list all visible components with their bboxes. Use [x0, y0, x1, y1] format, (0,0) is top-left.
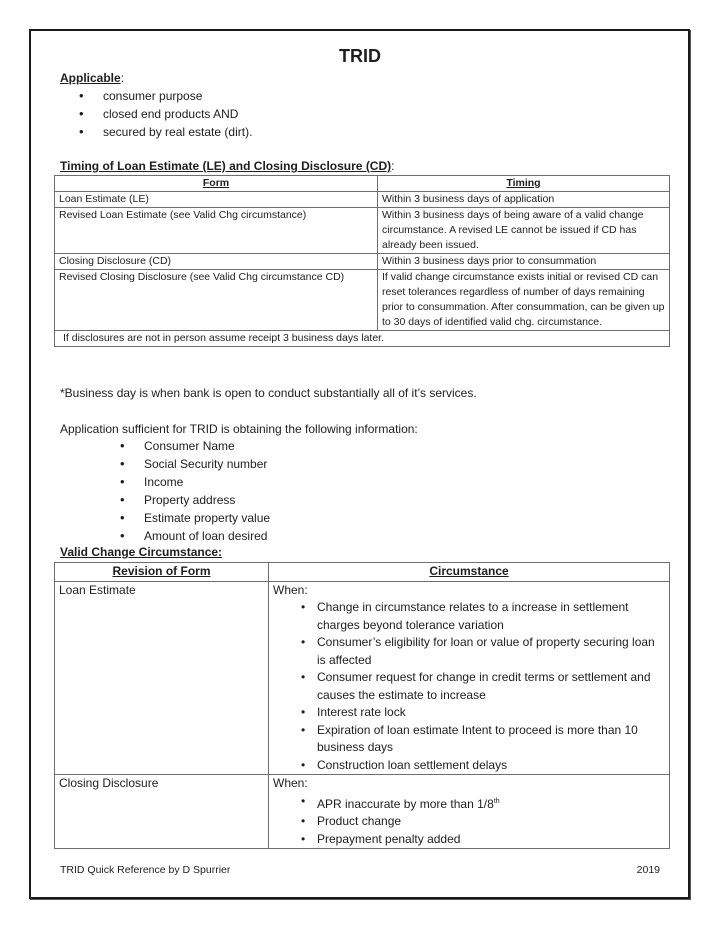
table-row: Loan Estimate When: • Change in circumstance relates to a increase in settlement charges beyond tolerance variation • Consumer’s eligibility for loan or value of property securing loan is affected • Consumer request for change in credit terms or settlement and causes the estimate to increase • Interest rate lock • Expiration of loan estimate Intent to proceed is more than 10 business days • Construction loan settlement delays	[55, 581, 670, 775]
footer-year: 2019	[636, 864, 660, 876]
valid-change-heading: Valid Change Circumstance:	[60, 545, 223, 559]
application-item: • Social Security number	[144, 455, 267, 473]
valid-change-table	[54, 562, 670, 849]
timing-heading-line: Timing of Loan Estimate (LE) and Closing Disclosure (CD):	[60, 159, 395, 173]
application-item: • Estimate property value	[144, 509, 270, 527]
table-note-row: If disclosures are not in person assume receipt 3 business days later.	[55, 331, 670, 347]
list-item: • APR inaccurate by more than 1/8th	[317, 793, 665, 814]
applicable-item: • secured by real estate (dirt).	[103, 123, 252, 141]
application-intro: Application sufficient for TRID is obtaining the following information:	[60, 422, 418, 436]
table-row: Closing Disclosure When: • APR inaccurate by more than 1/8th • Product change • Prepayment penalty added	[55, 775, 670, 849]
footer-left: TRID Quick Reference by D Spurrier	[60, 864, 231, 876]
valid-change-col-circumstance: Circumstance	[269, 563, 670, 582]
application-item: • Consumer Name	[144, 437, 235, 455]
le-circumstance-list	[273, 599, 665, 774]
cd-circumstance-list	[273, 793, 665, 849]
table-row: Revised Closing Disclosure (see Valid Chg circumstance CD) If valid change circumstance exists initial or revised CD can reset tolerances regardless of number of days remaining prior to consummation. After consummation, can be given up to 30 days of identified valid chg. circumstance.	[55, 270, 670, 331]
application-item: • Property address	[144, 491, 235, 509]
timing-col-form: Form	[55, 176, 378, 192]
list-item: • Consumer’s eligibility for loan or value of property securing loan is affected	[317, 634, 665, 669]
applicable-item: • closed end products AND	[103, 105, 238, 123]
table-row: Closing Disclosure (CD) Within 3 business days prior to consummation	[55, 254, 670, 270]
list-item: • Prepayment penalty added	[317, 831, 665, 849]
timing-heading: Timing of Loan Estimate (LE) and Closing Disclosure (CD)	[60, 159, 392, 173]
list-item: • Product change	[317, 813, 665, 831]
timing-table	[54, 175, 670, 347]
application-item: • Income	[144, 473, 183, 491]
timing-col-timing: Timing	[378, 176, 670, 192]
table-row: Loan Estimate (LE) Within 3 business days of application	[55, 192, 670, 208]
list-item: • Construction loan settlement delays	[317, 757, 665, 775]
applicable-item: • consumer purpose	[103, 87, 202, 105]
valid-change-col-form: Revision of Form	[55, 563, 269, 582]
business-day-footnote: *Business day is when bank is open to conduct substantially all of it’s services.	[60, 386, 477, 400]
applicable-heading: Applicable	[60, 71, 121, 85]
list-item: • Change in circumstance relates to a increase in settlement charges beyond tolerance variation	[317, 599, 665, 634]
list-item: • Consumer request for change in credit terms or settlement and causes the estimate to increase	[317, 669, 665, 704]
table-row: Revised Loan Estimate (see Valid Chg circumstance) Within 3 business days of being aware of a valid change circumstance. A revised LE cannot be issued if CD has already been issued.	[55, 208, 670, 254]
applicable-heading-line: Applicable:	[60, 71, 125, 85]
application-item: • Amount of loan desired	[144, 527, 267, 545]
list-item: • Expiration of loan estimate Intent to proceed is more than 10 business days	[317, 722, 665, 757]
document-title: TRID	[339, 46, 381, 66]
list-item: • Interest rate lock	[317, 704, 665, 722]
